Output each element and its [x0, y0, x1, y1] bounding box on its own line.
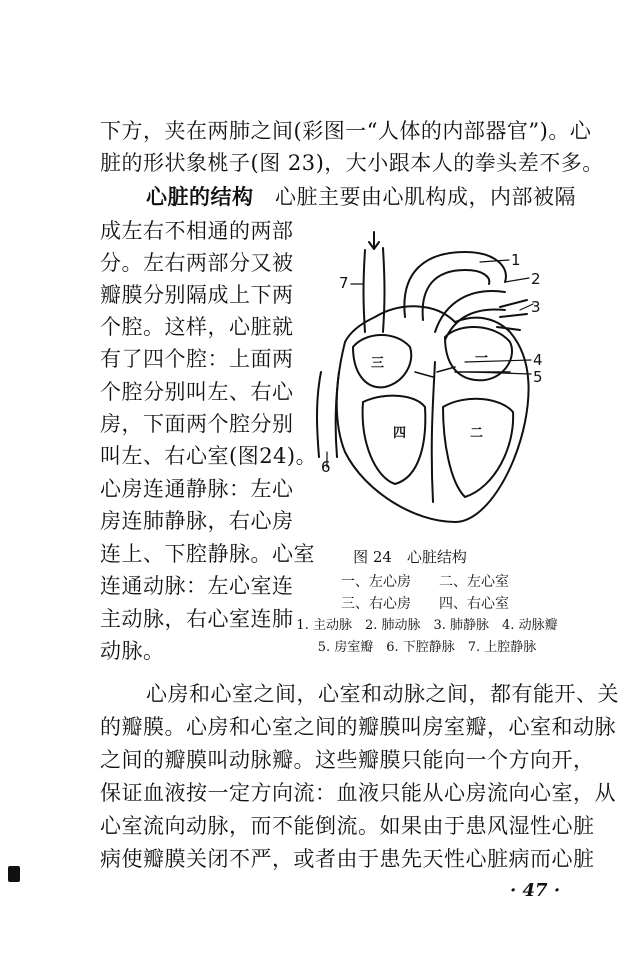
body-line: 心室流向动脉，而不能倒流。如果由于患风湿性心脏 — [100, 814, 595, 838]
label-1: 1 — [511, 251, 521, 269]
wrapped-line: 有了四个腔：上面两 — [100, 347, 294, 371]
wrapped-line: 连上、下腔静脉。心室 — [100, 542, 315, 566]
wrapped-line: 连通动脉：左心室连 — [100, 574, 294, 598]
body-line: 保证血液按一定方向流：血液只能从心房流向心室，从 — [100, 781, 616, 805]
wrapped-line: 叫左、右心室(图24)。 — [100, 444, 318, 468]
label-3: 3 — [531, 298, 541, 316]
vena-cava-top-arrow — [369, 232, 379, 249]
figure-legend-line: 三、右心房 四、右心室 — [341, 596, 509, 612]
wrapped-line: 主动脉，右心室连肺 — [100, 607, 294, 631]
margin-mark — [8, 866, 20, 882]
wrapped-line: 动脉。 — [100, 639, 165, 663]
body-line: 脏的形状象桃子(图 23)，大小跟本人的拳头差不多。 — [100, 151, 604, 175]
page-number: · 47 · — [510, 880, 561, 901]
wrapped-line: 房连肺静脉，右心房 — [100, 509, 294, 533]
section-first-line-text: 心脏主要由心肌构成，内部被隔 — [275, 185, 576, 209]
body-line: 下方，夹在两肺之间(彩图一“人体的内部器官”)。心 — [100, 119, 592, 143]
wrapped-line: 成左右不相通的两部 — [100, 219, 294, 243]
wrapped-line: 瓣膜分别隔成上下两 — [100, 283, 294, 307]
heart-diagram — [305, 222, 550, 527]
label-7: 7 — [339, 274, 349, 292]
section-heading: 心脏的结构 — [146, 184, 254, 209]
wrapped-line: 房，下面两个腔分别 — [100, 412, 294, 436]
label-6: 6 — [321, 458, 331, 476]
body-line: 的瓣膜。心房和心室之间的瓣膜叫房室瓣，心室和动脉 — [100, 715, 616, 739]
label-left-ventricle: 二 — [470, 426, 484, 441]
figure-legend-line: 一、左心房 二、左心室 — [341, 574, 509, 590]
inferior-vena-cava — [317, 372, 339, 457]
label-left-atrium: 一 — [475, 351, 489, 366]
section-first-line-gap — [254, 185, 276, 209]
wrapped-line: 个腔。这样，心脏就 — [100, 315, 294, 339]
body-line: 心房和心室之间，心室和动脉之间，都有能开、关 — [146, 682, 619, 706]
label-4: 4 — [533, 351, 543, 369]
wrapped-line: 分。左右两部分又被 — [100, 251, 294, 275]
superior-vena-cava — [364, 248, 385, 332]
label-5: 5 — [533, 368, 543, 386]
wrapped-line: 个腔分别叫左、右心 — [100, 380, 294, 404]
septum — [432, 362, 435, 502]
label-right-ventricle: 四 — [393, 426, 407, 441]
label-2: 2 — [531, 270, 541, 288]
figure-caption: 图 24 心脏结构 — [353, 548, 467, 566]
wrapped-line: 心房连通静脉：左心 — [100, 477, 294, 501]
section-first-line — [146, 184, 576, 210]
label-right-atrium: 三 — [371, 356, 385, 371]
figure-legend-line: 1. 主动脉 2. 肺动脉 3. 肺静脉 4. 动脉瓣 — [296, 618, 558, 633]
body-line: 之间的瓣膜叫动脉瓣。这些瓣膜只能向一个方向开， — [100, 748, 595, 772]
body-line: 病使瓣膜关闭不严，或者由于患先天性心脏病而心脏 — [100, 847, 595, 871]
figure-legend-line: 5. 房室瓣 6. 下腔静脉 7. 上腔静脉 — [317, 640, 537, 655]
